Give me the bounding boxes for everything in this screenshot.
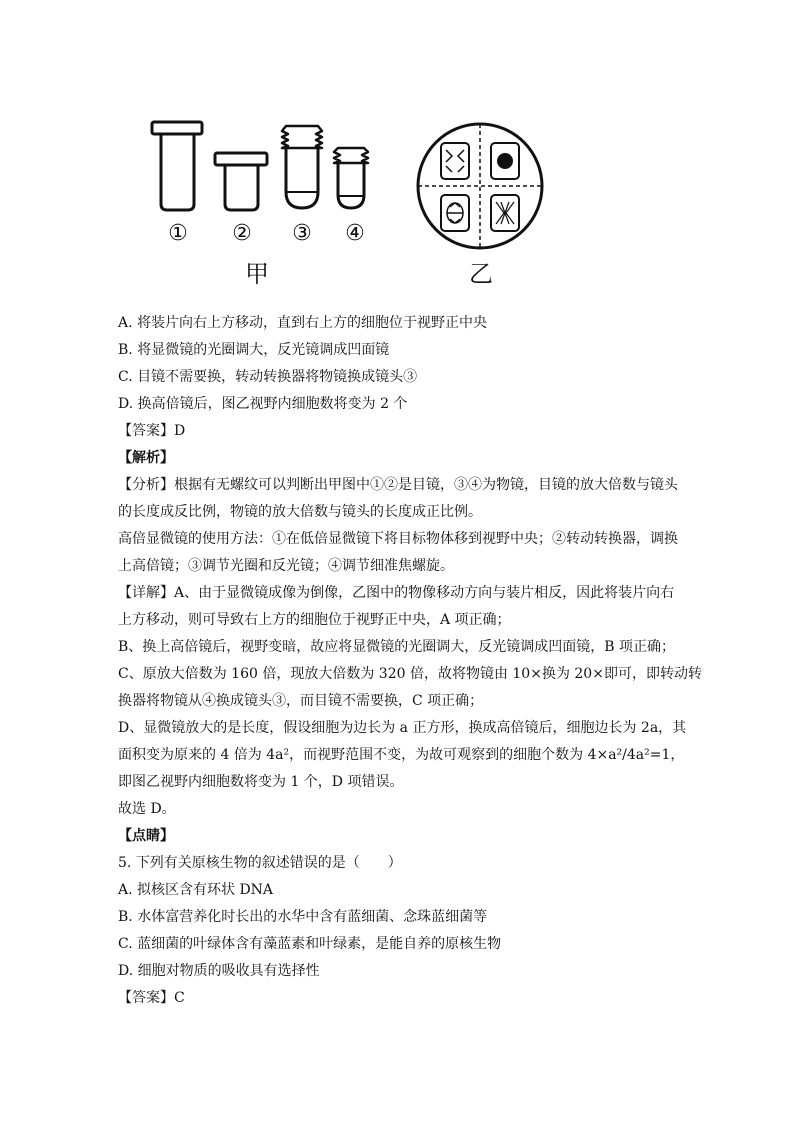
q5-answer: 【答案】C xyxy=(118,990,185,1006)
q4-option-a: A. 将装片向右上方移动，直到右上方的细胞位于视野正中央 xyxy=(118,315,488,331)
objective-short-icon xyxy=(334,148,368,208)
eyepiece-long-icon xyxy=(152,122,202,210)
figure-caption-left: 甲 xyxy=(245,260,269,288)
field-of-view-icon xyxy=(418,124,542,248)
detail-line-7: 面积变为原来的 4 倍为 4a²，而视野范围不变，为故可观察到的细胞个数为 4×a²/4a²=1， xyxy=(118,747,685,763)
figure-caption-right: 乙 xyxy=(469,260,493,288)
analysis-line-3: 高倍显微镜的使用方法：①在低倍显微镜下将目标物体移到视野中央；②转动转换器，调换 xyxy=(118,531,678,547)
detail-line-6: D、显微镜放大的是长度，假设细胞为边长为 a 正方形，换成高倍镜后，细胞边长为 2a，其 xyxy=(118,720,687,736)
q4-option-b: B. 将显微镜的光圈调大，反光镜调成凹面镜 xyxy=(118,342,390,358)
q5-option-a: A. 拟核区含有环状 DNA xyxy=(118,882,274,898)
q4-answer: 【答案】D xyxy=(118,423,186,439)
jiexi-heading: 【解析】 xyxy=(118,450,174,466)
objective-long-icon xyxy=(282,126,322,208)
figure-svg xyxy=(0,0,794,300)
analysis-line-1: 【分析】根据有无螺纹可以判断出甲图中①②是目镜，③④为物镜，目镜的放大倍数与镜头 xyxy=(118,477,678,493)
detail-line-2: 上方移动，则可导致右上方的细胞位于视野正中央，A 项正确； xyxy=(118,612,511,628)
q5-option-c: C. 蓝细菌的叶绿体含有藻蓝素和叶绿素，是能自养的原核生物 xyxy=(118,936,502,952)
lens-label-3: ③ xyxy=(292,221,312,246)
lens-label-2: ② xyxy=(232,221,252,246)
lens-label-4: ④ xyxy=(345,221,365,246)
detail-line-8: 即图乙视野内细胞数将变为 1 个，D 项错误。 xyxy=(118,774,404,790)
detail-line-4: C、原放大倍数为 160 倍，现放大倍数为 320 倍，故将物镜由 10×换为 20×即可，即转动转 xyxy=(118,666,702,682)
analysis-line-4: 上高倍镜；③调节光圈和反光镜；④调节细准焦螺旋。 xyxy=(118,558,454,574)
detail-line-3: B、换上高倍镜后，视野变暗，故应将显微镜的光圈调大，反光镜调成凹面镜，B 项正确； xyxy=(118,639,676,655)
q5-option-b: B. 水体富营养化时长出的水华中含有蓝细菌、念珠蓝细菌等 xyxy=(118,909,488,925)
detail-line-5: 换器将物镜从④换成镜头③，而目镜不需要换，C 项正确； xyxy=(118,693,484,709)
detail-line-9: 故选 D。 xyxy=(118,801,176,817)
analysis-line-2: 的长度成反比例，物镜的放大倍数与镜头的长度成正比例。 xyxy=(118,504,482,520)
q4-option-d: D. 换高倍镜后，图乙视野内细胞数将变为 2 个 xyxy=(118,396,408,412)
lens-label-1: ① xyxy=(168,221,188,246)
q5-stem: 5. 下列有关原核生物的叙述错误的是（ ） xyxy=(118,855,402,871)
microscope-figure xyxy=(0,0,794,300)
detail-line-1: 【详解】A、由于显微镜成像为倒像，乙图中的物像移动方向与装片相反，因此将装片向右 xyxy=(118,585,675,601)
eyepiece-short-icon xyxy=(215,153,267,210)
dianjing-heading: 【点睛】 xyxy=(118,828,174,844)
q5-option-d: D. 细胞对物质的吸收具有选择性 xyxy=(118,963,320,979)
q4-option-c: C. 目镜不需要换，转动转换器将物镜换成镜头③ xyxy=(118,369,418,385)
